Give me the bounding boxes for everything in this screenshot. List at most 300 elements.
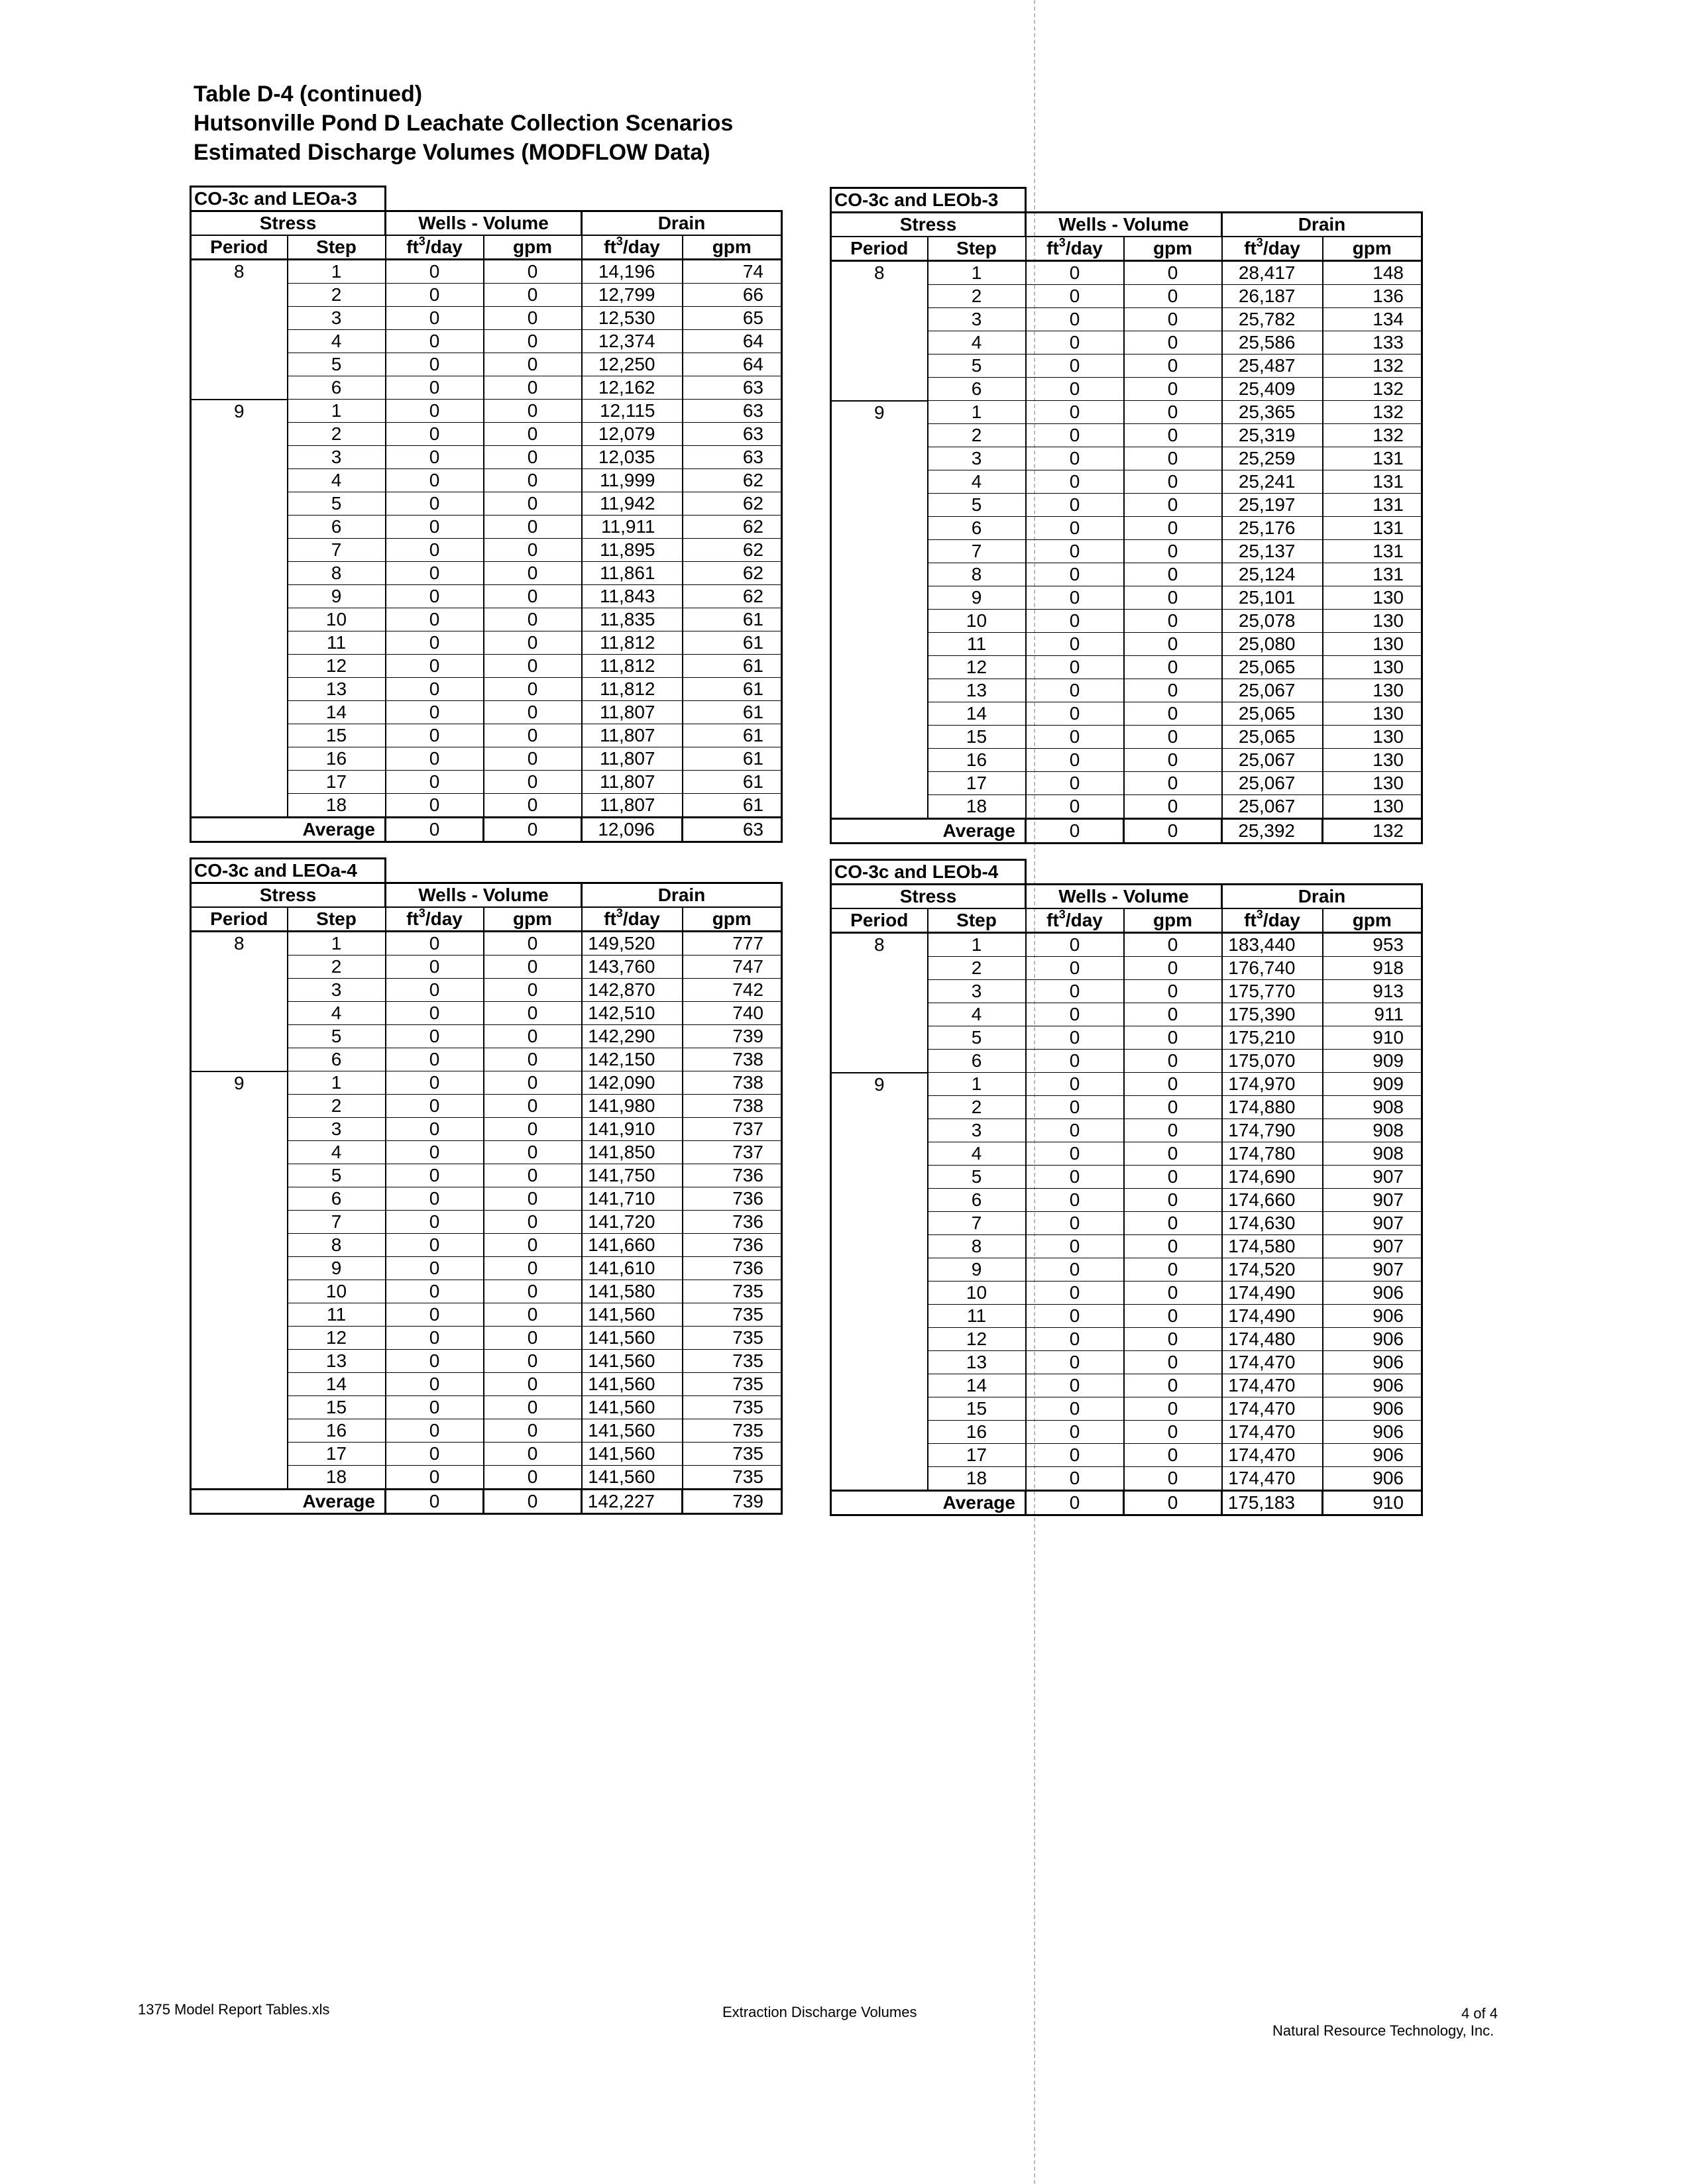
drain-gpm-cell: 130 xyxy=(1323,749,1422,772)
avg-wells-ft3: 0 xyxy=(1026,819,1124,844)
wells-gpm-cell: 0 xyxy=(1124,401,1222,424)
wells-ft3-cell: 0 xyxy=(386,956,484,979)
period-cell xyxy=(191,701,288,724)
step-cell: 8 xyxy=(288,1234,386,1257)
wells-ft3-day-header xyxy=(386,235,484,260)
period-cell xyxy=(831,1421,928,1444)
drain-ft3-cell: 141,560 xyxy=(582,1350,683,1373)
period-cell: 8 xyxy=(831,261,928,285)
drain-gpm-cell: 130 xyxy=(1323,726,1422,749)
wells-ft3-cell: 0 xyxy=(1026,494,1124,517)
table-row xyxy=(831,494,1422,517)
drain-ft3-cell: 142,090 xyxy=(582,1071,683,1095)
step-cell: 10 xyxy=(288,608,386,631)
wells-gpm-cell: 0 xyxy=(1124,1444,1222,1467)
step-cell: 6 xyxy=(288,1048,386,1071)
drain-gpm-cell: 907 xyxy=(1323,1166,1422,1189)
table-row xyxy=(831,1467,1422,1491)
wells-ft3-cell: 0 xyxy=(386,562,484,585)
wells-gpm-cell: 0 xyxy=(1124,540,1222,563)
wells-gpm-cell: 0 xyxy=(1124,702,1222,726)
table-row xyxy=(831,1166,1422,1189)
wells-gpm-cell: 0 xyxy=(1124,331,1222,355)
unit-cubed: 3 xyxy=(1256,908,1263,921)
scenario-name: CO-3c and LEOb-3 xyxy=(831,188,1026,213)
wells-gpm-cell: 0 xyxy=(1124,1166,1222,1189)
drain-gpm-cell: 64 xyxy=(683,353,782,376)
drain-ft3-day-header xyxy=(1222,908,1323,933)
period-cell xyxy=(831,563,928,586)
wells-ft3-cell: 0 xyxy=(386,1466,484,1490)
wells-gpm-cell: 0 xyxy=(484,794,582,818)
table-row xyxy=(831,1003,1422,1026)
drain-gpm-cell: 908 xyxy=(1323,1119,1422,1142)
drain-gpm-cell: 735 xyxy=(683,1303,782,1327)
drain-gpm-cell: 74 xyxy=(683,260,782,284)
wells-ft3-cell: 0 xyxy=(1026,749,1124,772)
wells-gpm-cell: 0 xyxy=(1124,1305,1222,1328)
unit-ft: ft xyxy=(406,908,419,929)
step-cell: 6 xyxy=(288,376,386,400)
wells-gpm-cell: 0 xyxy=(1124,749,1222,772)
table-row xyxy=(191,1350,782,1373)
period-cell xyxy=(831,424,928,447)
avg-drain-ft3: 25,392 xyxy=(1222,819,1323,844)
wells-ft3-cell: 0 xyxy=(1026,1073,1124,1096)
wells-gpm-cell: 0 xyxy=(1124,679,1222,702)
drain-ft3-cell: 141,560 xyxy=(582,1303,683,1327)
period-cell xyxy=(191,1350,288,1373)
unit-ft: ft xyxy=(406,237,419,257)
table-row xyxy=(191,1419,782,1443)
drain-ft3-cell: 183,440 xyxy=(1222,933,1323,957)
avg-wells-ft3: 0 xyxy=(1026,1491,1124,1515)
table-row xyxy=(831,1444,1422,1467)
drain-ft3-cell: 174,580 xyxy=(1222,1235,1323,1258)
drain-ft3-cell: 141,710 xyxy=(582,1187,683,1211)
drain-gpm-cell: 747 xyxy=(683,956,782,979)
step-cell: 12 xyxy=(928,1328,1026,1351)
wells-gpm-cell: 0 xyxy=(484,1303,582,1327)
wells-gpm-cell: 0 xyxy=(484,956,582,979)
table-row xyxy=(191,1164,782,1187)
period-cell xyxy=(831,1119,928,1142)
drain-ft3-cell: 25,487 xyxy=(1222,355,1323,378)
step-cell: 13 xyxy=(288,678,386,701)
step-cell: 9 xyxy=(928,1258,1026,1282)
period-cell xyxy=(191,1025,288,1048)
wells-ft3-cell: 0 xyxy=(386,330,484,353)
drain-gpm-cell: 909 xyxy=(1323,1073,1422,1096)
table-row xyxy=(831,424,1422,447)
drain-gpm-cell: 63 xyxy=(683,400,782,423)
drain-gpm-cell: 66 xyxy=(683,284,782,307)
drain-ft3-cell: 142,870 xyxy=(582,979,683,1002)
wells-gpm-cell: 0 xyxy=(484,446,582,469)
period-cell xyxy=(191,376,288,400)
wells-ft3-cell: 0 xyxy=(386,701,484,724)
wells-ft3-cell: 0 xyxy=(1026,1444,1124,1467)
average-row xyxy=(831,819,1422,844)
table-row xyxy=(191,1280,782,1303)
drain-gpm-cell: 131 xyxy=(1323,517,1422,540)
wells-ft3-cell: 0 xyxy=(1026,1050,1124,1073)
drain-ft3-day-header xyxy=(1222,237,1323,261)
wells-ft3-cell: 0 xyxy=(386,1025,484,1048)
wells-gpm-cell: 0 xyxy=(484,678,582,701)
period-cell xyxy=(191,956,288,979)
drain-ft3-cell: 174,660 xyxy=(1222,1189,1323,1212)
step-column-header: Step xyxy=(928,908,1026,933)
drain-gpm-cell: 131 xyxy=(1323,447,1422,470)
step-column-header: Step xyxy=(288,907,386,932)
unit-ft: ft xyxy=(1046,910,1059,930)
period-cell xyxy=(831,308,928,331)
wells-gpm-cell: 0 xyxy=(484,307,582,330)
step-cell: 1 xyxy=(288,260,386,284)
drain-gpm-cell: 735 xyxy=(683,1466,782,1490)
drain-ft3-cell: 25,065 xyxy=(1222,726,1323,749)
table-row xyxy=(191,1118,782,1141)
table-row xyxy=(191,1095,782,1118)
period-cell xyxy=(831,1166,928,1189)
table-row xyxy=(191,539,782,562)
drain-gpm-cell: 63 xyxy=(683,423,782,446)
period-column-header: Period xyxy=(191,235,288,260)
step-cell: 4 xyxy=(928,1142,1026,1166)
wells-ft3-cell: 0 xyxy=(1026,610,1124,633)
period-cell xyxy=(191,1373,288,1396)
wells-gpm-cell: 0 xyxy=(484,284,582,307)
drain-gpm-cell: 61 xyxy=(683,608,782,631)
period-cell xyxy=(191,1164,288,1187)
table-subtitle: Hutsonville Pond D Leachate Collection Scenarios xyxy=(194,111,734,136)
wells-gpm-cell: 0 xyxy=(1124,1328,1222,1351)
drain-ft3-cell: 26,187 xyxy=(1222,285,1323,308)
step-cell: 4 xyxy=(288,1141,386,1164)
drain-gpm-header: gpm xyxy=(1323,908,1422,933)
average-row xyxy=(191,818,782,842)
drain-gpm-cell: 735 xyxy=(683,1396,782,1419)
wells-ft3-cell: 0 xyxy=(386,1257,484,1280)
drain-gpm-cell: 918 xyxy=(1323,957,1422,980)
period-cell xyxy=(831,517,928,540)
wells-gpm-cell: 0 xyxy=(484,1443,582,1466)
table-row xyxy=(191,794,782,818)
period-cell xyxy=(831,1467,928,1491)
drain-gpm-cell: 131 xyxy=(1323,540,1422,563)
drain-header: Drain xyxy=(1222,885,1422,909)
step-cell: 7 xyxy=(928,540,1026,563)
step-cell: 9 xyxy=(928,586,1026,610)
drain-gpm-header: gpm xyxy=(683,235,782,260)
wells-ft3-cell: 0 xyxy=(386,400,484,423)
drain-ft3-cell: 25,137 xyxy=(1222,540,1323,563)
period-cell xyxy=(831,331,928,355)
wells-volume-header: Wells - Volume xyxy=(386,211,582,236)
step-cell: 1 xyxy=(288,400,386,423)
period-cell xyxy=(831,980,928,1003)
stress-header: Stress xyxy=(191,883,386,908)
period-cell xyxy=(191,446,288,469)
table-row xyxy=(831,726,1422,749)
table-row xyxy=(831,610,1422,633)
drain-gpm-cell: 132 xyxy=(1323,378,1422,401)
unit-per-day: /day xyxy=(622,908,660,929)
wells-gpm-cell: 0 xyxy=(1124,1282,1222,1305)
drain-gpm-cell: 907 xyxy=(1323,1258,1422,1282)
drain-ft3-cell: 141,720 xyxy=(582,1211,683,1234)
drain-gpm-cell: 906 xyxy=(1323,1351,1422,1374)
wells-gpm-cell: 0 xyxy=(1124,285,1222,308)
wells-ft3-cell: 0 xyxy=(1026,401,1124,424)
drain-ft3-cell: 174,630 xyxy=(1222,1212,1323,1235)
avg-drain-gpm: 63 xyxy=(683,818,782,842)
period-cell xyxy=(831,1305,928,1328)
wells-ft3-cell: 0 xyxy=(386,353,484,376)
period-cell xyxy=(831,749,928,772)
wells-ft3-cell: 0 xyxy=(1026,957,1124,980)
table-row xyxy=(191,655,782,678)
table-row xyxy=(191,701,782,724)
period-cell xyxy=(831,1142,928,1166)
wells-gpm-cell: 0 xyxy=(484,1118,582,1141)
period-cell xyxy=(831,702,928,726)
wells-volume-header: Wells - Volume xyxy=(1026,213,1222,237)
wells-gpm-cell: 0 xyxy=(484,492,582,516)
wells-ft3-cell: 0 xyxy=(1026,1212,1124,1235)
unit-ft: ft xyxy=(604,908,616,929)
table-row xyxy=(831,1397,1422,1421)
wells-ft3-cell: 0 xyxy=(386,794,484,818)
drain-gpm-cell: 737 xyxy=(683,1118,782,1141)
table-row xyxy=(191,932,782,956)
step-cell: 3 xyxy=(928,447,1026,470)
table-row xyxy=(191,376,782,400)
step-cell: 9 xyxy=(288,585,386,608)
wells-ft3-cell: 0 xyxy=(386,1164,484,1187)
drain-ft3-cell: 141,610 xyxy=(582,1257,683,1280)
step-cell: 1 xyxy=(928,933,1026,957)
table-row xyxy=(831,1212,1422,1235)
period-cell xyxy=(831,679,928,702)
drain-gpm-cell: 906 xyxy=(1323,1467,1422,1491)
wells-gpm-cell: 0 xyxy=(484,400,582,423)
step-cell: 10 xyxy=(928,1282,1026,1305)
wells-ft3-cell: 0 xyxy=(1026,540,1124,563)
table-row xyxy=(831,1050,1422,1073)
table-row xyxy=(191,1327,782,1350)
wells-ft3-cell: 0 xyxy=(1026,1003,1124,1026)
wells-gpm-cell: 0 xyxy=(1124,1374,1222,1397)
drain-header: Drain xyxy=(1222,213,1422,237)
wells-ft3-cell: 0 xyxy=(386,1303,484,1327)
period-cell xyxy=(191,1187,288,1211)
footer-filename: 1375 Model Report Tables.xls xyxy=(138,2001,330,2018)
wells-gpm-header: gpm xyxy=(484,235,582,260)
drain-gpm-cell: 735 xyxy=(683,1419,782,1443)
drain-gpm-cell: 63 xyxy=(683,376,782,400)
table-row xyxy=(831,1026,1422,1050)
drain-ft3-cell: 11,812 xyxy=(582,678,683,701)
avg-drain-ft3: 12,096 xyxy=(582,818,683,842)
table-row xyxy=(831,447,1422,470)
period-cell xyxy=(831,1235,928,1258)
period-cell xyxy=(831,610,928,633)
drain-ft3-cell: 11,807 xyxy=(582,701,683,724)
table-row xyxy=(831,308,1422,331)
table-row xyxy=(191,516,782,539)
drain-ft3-cell: 25,365 xyxy=(1222,401,1323,424)
period-column-header: Period xyxy=(191,907,288,932)
table-row xyxy=(831,470,1422,494)
wells-gpm-cell: 0 xyxy=(484,376,582,400)
wells-ft3-cell: 0 xyxy=(1026,1189,1124,1212)
drain-gpm-cell: 906 xyxy=(1323,1421,1422,1444)
drain-ft3-cell: 11,812 xyxy=(582,631,683,655)
wells-ft3-cell: 0 xyxy=(1026,1374,1124,1397)
period-cell xyxy=(191,794,288,818)
table-row xyxy=(191,1234,782,1257)
period-cell xyxy=(191,516,288,539)
drain-gpm-cell: 61 xyxy=(683,631,782,655)
step-cell: 9 xyxy=(288,1257,386,1280)
table-row xyxy=(191,423,782,446)
table-row xyxy=(831,540,1422,563)
drain-gpm-cell: 132 xyxy=(1323,355,1422,378)
drain-ft3-cell: 25,067 xyxy=(1222,749,1323,772)
period-cell xyxy=(191,330,288,353)
table-row xyxy=(831,633,1422,656)
table-row xyxy=(191,446,782,469)
step-cell: 4 xyxy=(928,331,1026,355)
step-cell: 12 xyxy=(288,1327,386,1350)
drain-ft3-cell: 174,790 xyxy=(1222,1119,1323,1142)
wells-ft3-cell: 0 xyxy=(1026,355,1124,378)
period-cell: 8 xyxy=(191,932,288,956)
wells-gpm-cell: 0 xyxy=(1124,1003,1222,1026)
wells-ft3-cell: 0 xyxy=(386,492,484,516)
drain-ft3-day-header xyxy=(582,907,683,932)
wells-gpm-cell: 0 xyxy=(1124,1421,1222,1444)
wells-gpm-cell: 0 xyxy=(1124,980,1222,1003)
drain-ft3-cell: 12,250 xyxy=(582,353,683,376)
wells-ft3-cell: 0 xyxy=(1026,1305,1124,1328)
wells-volume-header: Wells - Volume xyxy=(386,883,582,908)
wells-gpm-header: gpm xyxy=(1124,908,1222,933)
drain-gpm-cell: 738 xyxy=(683,1071,782,1095)
unit-cubed: 3 xyxy=(418,235,425,248)
wells-ft3-cell: 0 xyxy=(386,1095,484,1118)
wells-ft3-cell: 0 xyxy=(1026,1351,1124,1374)
wells-gpm-cell: 0 xyxy=(484,1002,582,1025)
drain-ft3-cell: 25,067 xyxy=(1222,679,1323,702)
wells-ft3-cell: 0 xyxy=(1026,726,1124,749)
drain-gpm-cell: 907 xyxy=(1323,1235,1422,1258)
drain-gpm-cell: 62 xyxy=(683,539,782,562)
table-row xyxy=(831,795,1422,819)
drain-ft3-cell: 11,895 xyxy=(582,539,683,562)
drain-gpm-cell: 62 xyxy=(683,492,782,516)
wells-ft3-cell: 0 xyxy=(386,284,484,307)
wells-gpm-cell: 0 xyxy=(1124,1050,1222,1073)
period-cell xyxy=(831,633,928,656)
average-row xyxy=(831,1491,1422,1515)
drain-gpm-cell: 130 xyxy=(1323,679,1422,702)
avg-wells-ft3: 0 xyxy=(386,818,484,842)
step-cell: 16 xyxy=(288,1419,386,1443)
wells-gpm-cell: 0 xyxy=(484,1350,582,1373)
wells-ft3-cell: 0 xyxy=(1026,1328,1124,1351)
unit-per-day: /day xyxy=(425,908,463,929)
step-cell: 5 xyxy=(928,494,1026,517)
drain-ft3-cell: 176,740 xyxy=(1222,957,1323,980)
scenario-name: CO-3c and LEOa-3 xyxy=(191,187,386,211)
table-row xyxy=(831,702,1422,726)
wells-ft3-cell: 0 xyxy=(386,1443,484,1466)
table-row xyxy=(191,492,782,516)
table-row xyxy=(831,1235,1422,1258)
drain-gpm-cell: 906 xyxy=(1323,1282,1422,1305)
wells-ft3-cell: 0 xyxy=(1026,656,1124,679)
unit-ft: ft xyxy=(1046,238,1059,258)
wells-ft3-cell: 0 xyxy=(386,539,484,562)
step-cell: 5 xyxy=(928,1026,1026,1050)
period-cell xyxy=(191,1141,288,1164)
period-cell: 9 xyxy=(191,400,288,423)
drain-ft3-cell: 25,065 xyxy=(1222,702,1323,726)
table-row xyxy=(831,957,1422,980)
drain-gpm-cell: 131 xyxy=(1323,470,1422,494)
period-cell xyxy=(191,562,288,585)
wells-gpm-cell: 0 xyxy=(484,353,582,376)
drain-gpm-cell: 738 xyxy=(683,1048,782,1071)
table-row xyxy=(191,353,782,376)
step-cell: 12 xyxy=(288,655,386,678)
drain-gpm-cell: 742 xyxy=(683,979,782,1002)
wells-ft3-cell: 0 xyxy=(386,932,484,956)
table-row xyxy=(831,1421,1422,1444)
step-cell: 18 xyxy=(928,795,1026,819)
table-row xyxy=(831,1282,1422,1305)
period-cell xyxy=(191,724,288,747)
period-cell xyxy=(191,1396,288,1419)
table-row xyxy=(191,1443,782,1466)
drain-gpm-cell: 913 xyxy=(1323,980,1422,1003)
step-cell: 13 xyxy=(928,679,1026,702)
table-subtitle-2: Estimated Discharge Volumes (MODFLOW Data) xyxy=(194,140,710,165)
drain-ft3-cell: 25,586 xyxy=(1222,331,1323,355)
table-row xyxy=(191,631,782,655)
wells-gpm-cell: 0 xyxy=(1124,933,1222,957)
wells-ft3-cell: 0 xyxy=(386,1211,484,1234)
period-cell xyxy=(831,1258,928,1282)
period-cell xyxy=(831,957,928,980)
avg-wells-ft3: 0 xyxy=(386,1490,484,1514)
unit-cubed: 3 xyxy=(1058,908,1066,921)
wells-gpm-cell: 0 xyxy=(484,1187,582,1211)
step-cell: 2 xyxy=(928,1096,1026,1119)
period-cell xyxy=(191,1443,288,1466)
step-cell: 3 xyxy=(288,446,386,469)
wells-ft3-cell: 0 xyxy=(386,747,484,771)
avg-wells-gpm: 0 xyxy=(1124,1491,1222,1515)
table-row xyxy=(831,1119,1422,1142)
wells-ft3-cell: 0 xyxy=(1026,933,1124,957)
avg-wells-gpm: 0 xyxy=(1124,819,1222,844)
step-cell: 17 xyxy=(288,771,386,794)
period-cell xyxy=(831,285,928,308)
